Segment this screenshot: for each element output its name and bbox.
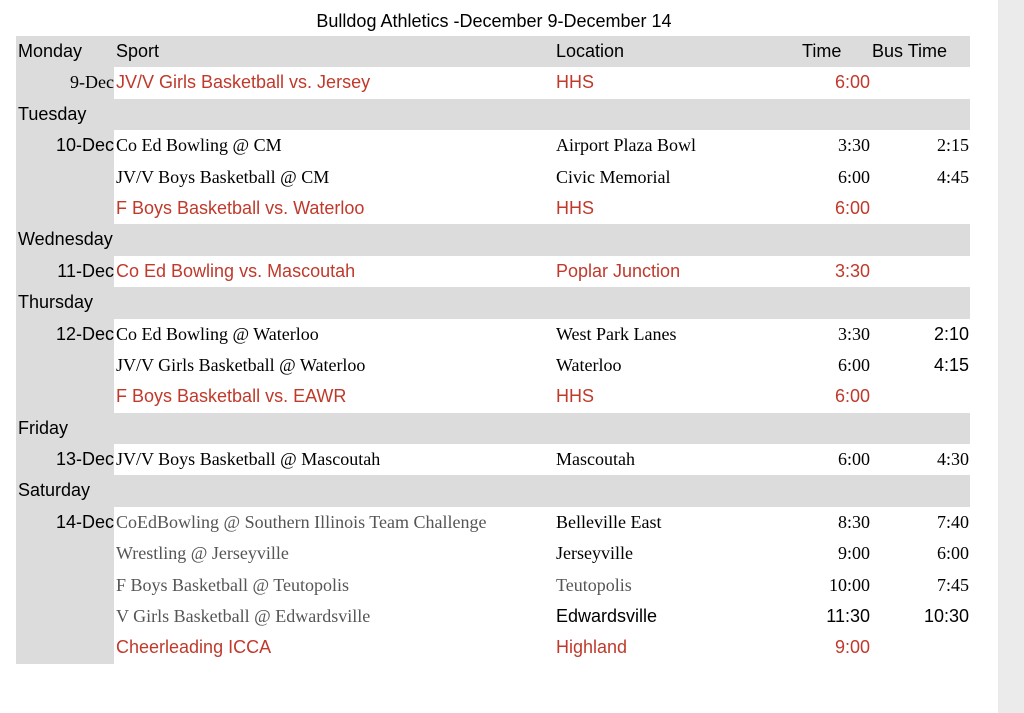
event-location: Airport Plaza Bowl [556,135,696,156]
event-date: 11-Dec [57,260,114,281]
table-row [16,444,970,475]
event-time: 6:00 [834,72,870,93]
header-sport: Sport [116,41,160,61]
table-row [16,601,970,632]
event-location: Civic Memorial [556,166,671,187]
day-row [16,224,970,255]
event-bus-time: 6:00 [936,543,969,564]
header-time: Time [802,41,842,61]
event-time: 3:30 [837,135,870,156]
table-row [16,350,970,381]
event-location: Mascoutah [556,449,635,470]
event-sport: Co Ed Bowling @ CM [116,135,282,156]
event-sport: JV/V Boys Basketball @ CM [116,166,330,187]
event-bus-time [871,256,969,287]
event-date [16,162,114,193]
event-sport: CoEdBowling @ Southern Illinois Team Challenge [116,511,487,532]
event-sport: Wrestling @ Jerseyville [116,543,289,564]
event-sport: JV/V Boys Basketball @ Mascoutah [116,449,381,470]
event-time: 8:30 [837,511,870,532]
event-time: 9:00 [837,543,870,564]
page-title: Bulldog Athletics -December 9-December 14 [316,11,672,31]
event-date [16,350,114,381]
event-sport: F Boys Basketball vs. Waterloo [116,197,365,218]
table-row [16,632,970,663]
event-date [16,632,114,663]
table-row [16,319,970,350]
day-label: Wednesday [18,229,113,250]
day-row [16,287,970,318]
table-row [16,381,970,412]
event-date: 9-Dec [70,72,114,93]
window-edge [998,0,1024,713]
event-date: 12-Dec [55,323,114,344]
event-sport: F Boys Basketball @ Teutopolis [116,574,349,595]
event-bus-time: 4:15 [933,354,969,375]
day-label: Thursday [18,292,94,313]
event-time: 6:00 [834,197,870,218]
event-bus-time: 2:10 [933,323,969,344]
table-row [16,570,970,601]
event-date [16,601,114,632]
header-bus-time: Bus Time [872,41,948,61]
event-location: Waterloo [556,354,622,375]
event-sport: JV/V Girls Basketball vs. Jersey [116,72,371,93]
event-location: Belleville East [556,511,662,532]
event-time: 10:00 [828,574,870,595]
event-bus-time [871,381,969,412]
event-date: 10-Dec [55,135,114,156]
event-location: Jerseyville [556,543,633,564]
event-date: 13-Dec [55,449,114,470]
event-location: HHS [556,72,595,93]
event-bus-time [871,632,969,663]
event-bus-time: 4:30 [936,449,969,470]
event-time: 6:00 [834,386,870,407]
event-location: West Park Lanes [556,323,677,344]
table-row [16,162,970,193]
header-day: Monday [18,41,83,61]
day-row [16,413,970,444]
event-time: 3:30 [837,323,870,344]
event-bus-time [871,67,969,98]
event-bus-time [871,193,969,224]
event-location: Edwardsville [556,606,658,627]
event-bus-time: 2:15 [936,135,969,156]
event-bus-time: 7:40 [936,511,969,532]
schedule-table [16,36,970,664]
event-date [16,570,114,601]
event-bus-time: 7:45 [936,574,969,595]
event-sport: Cheerleading ICCA [116,637,272,658]
event-date [16,193,114,224]
table-row [16,67,970,98]
event-location: HHS [556,386,595,407]
event-date [16,381,114,412]
table-row [16,193,970,224]
event-time: 9:00 [834,637,870,658]
event-sport: JV/V Girls Basketball @ Waterloo [116,354,366,375]
event-time: 3:30 [834,260,870,281]
event-date: 14-Dec [55,511,114,532]
event-location: Poplar Junction [556,260,681,281]
event-bus-time: 4:45 [936,166,969,187]
event-time: 6:00 [837,354,870,375]
table-row [16,507,970,538]
event-location: HHS [556,197,595,218]
day-label: Tuesday [18,103,87,124]
table-header-row [16,36,970,67]
table-row [16,538,970,569]
table-row [16,256,970,287]
event-time: 6:00 [837,166,870,187]
event-location: Highland [556,637,628,658]
event-sport: Co Ed Bowling vs. Mascoutah [116,260,356,281]
day-label: Saturday [18,480,91,501]
day-row [16,475,970,506]
day-label: Friday [18,417,69,438]
event-time: 11:30 [826,606,870,627]
day-row [16,99,970,130]
event-location: Teutopolis [556,574,632,595]
table-row [16,130,970,161]
header-location: Location [556,41,625,61]
event-sport: F Boys Basketball vs. EAWR [116,386,347,407]
event-time: 6:00 [837,449,870,470]
event-sport: Co Ed Bowling @ Waterloo [116,323,319,344]
event-date [16,538,114,569]
event-bus-time: 10:30 [923,606,969,627]
event-sport: V Girls Basketball @ Edwardsville [116,606,371,627]
